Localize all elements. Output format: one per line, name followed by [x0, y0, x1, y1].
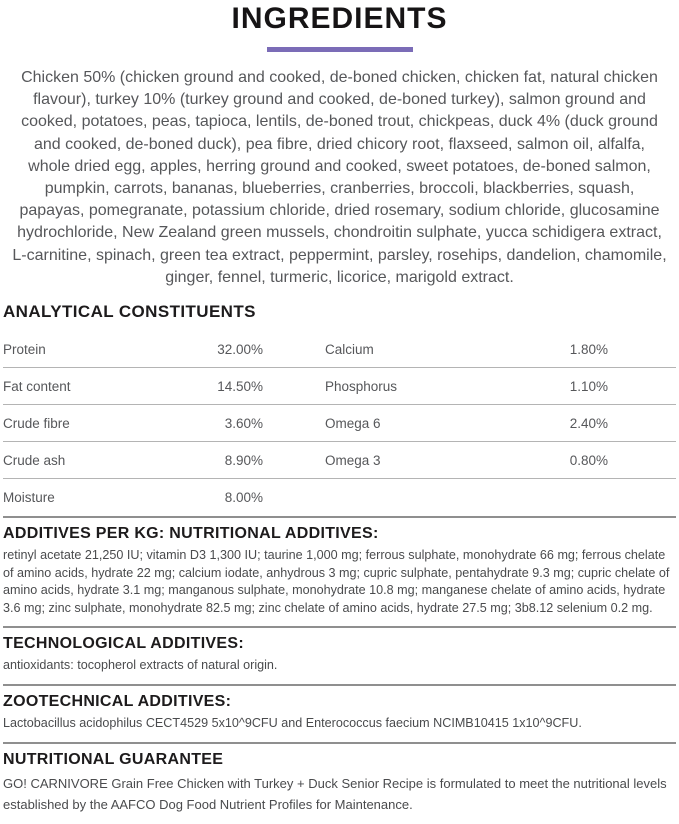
nutrient-value: 2.40%	[569, 415, 608, 431]
table-row	[3, 442, 676, 479]
section-body: antioxidants: tocopherol extracts of natural origin.	[3, 658, 278, 673]
title-underline	[267, 47, 413, 52]
nutrient-value: 1.80%	[569, 341, 608, 357]
nutrient-value: 14.50%	[217, 378, 263, 394]
nutrient-label: Moisture	[3, 490, 55, 506]
nutrient-value: 1.10%	[569, 378, 608, 394]
nutrient-value: 3.60%	[224, 415, 263, 431]
nutrient-value: 0.80%	[569, 452, 608, 468]
section-zootechnical-additives	[3, 684, 676, 742]
section-body: Lactobacillus acidophilus CECT4529 5x10^9CFU and Enterococcus faecium NCIMB10415 1x10^9CFU.	[3, 716, 582, 730]
nutrient-value: 8.90%	[224, 452, 263, 468]
nutrient-label: Calcium	[325, 341, 374, 357]
section-heading: TECHNOLOGICAL ADDITIVES:	[3, 635, 244, 653]
section-heading: ZOOTECHNICAL ADDITIVES:	[3, 693, 232, 710]
section-body: retinyl acetate 21,250 IU; vitamin D3 1,300 IU; taurine 1,000 mg; ferrous sulphate, monohydrate 66 mg; ferrous chelate of amino acids, hydrate 22 mg; calcium iodate, anhydrous 3 mg; cupric sulphate, pentahydrate 9.3 mg; cupric chelate of amino acids, hydrate 3.1 mg; manganous sulphate, monohydrate 10.8 mg; manganese chelate of amino acids, hydrate 3.6 mg; zinc sulphate, monohydrate 82.5 mg; zinc chelate of amino acids, hydrate 27.5 mg; 3b8.12 selenium 0.2 mg.	[3, 548, 670, 615]
analytical-constituents-table	[3, 331, 676, 516]
nutrient-label: Phosphorus	[325, 378, 398, 394]
nutrient-label: Crude ash	[3, 452, 66, 468]
nutrient-value: 32.00%	[217, 341, 263, 357]
section-nutritional-guarantee	[3, 742, 676, 824]
section-heading: ADDITIVES PER KG: NUTRITIONAL ADDITIVES:	[3, 525, 379, 543]
analytical-constituents-heading: ANALYTICAL CONSTITUENTS	[3, 302, 256, 322]
nutrient-label: Fat content	[3, 378, 71, 394]
nutrient-label: Omega 6	[325, 415, 381, 431]
section-heading: NUTRITIONAL GUARANTEE	[3, 750, 224, 768]
section-body: GO! CARNIVORE Grain Free Chicken with Turkey + Duck Senior Recipe is formulated to meet the nutritional levels established by the AAFCO Dog Food Nutrient Profiles for Maintenance.	[3, 775, 667, 812]
nutrient-label: Omega 3	[325, 452, 381, 468]
page-title: INGREDIENTS	[231, 2, 448, 35]
section-technological-additives	[3, 626, 676, 684]
nutrient-label: Crude fibre	[3, 415, 70, 431]
table-row	[3, 405, 676, 442]
section-nutritional-additives	[3, 516, 676, 626]
table-row	[3, 479, 676, 516]
ingredients-paragraph: Chicken 50% (chicken ground and cooked, de-boned chicken, chicken fat, natural chicken flavour), turkey 10% (turkey ground and cooked, de-boned turkey), salmon ground and cooked, potatoes, peas, tapioca, lentils, de-boned trout, chickpeas, duck 4% (duck ground and cooked, de-boned duck), pea fibre, dried chicory root, flaxseed, salmon oil, alfalfa, whole dried egg, apples, herring ground and cooked, sweet potatoes, de-boned salmon, pumpkin, carrots, bananas, blueberries, cranberries, broccoli, blackberries, squash, papayas, pomegranate, potassium chloride, dried rosemary, sodium chloride, glucosamine hydrochloride, New Zealand green mussels, chondroitin sulphate, yucca schidigera extract, L-carnitine, spinach, green tea extract, peppermint, parsley, rosehips, dandelion, chamomile, ginger, fennel, turmeric, licorice, marigold extract.	[12, 69, 667, 286]
table-row	[3, 368, 676, 405]
nutrient-value: 8.00%	[224, 490, 263, 506]
table-row	[3, 331, 676, 368]
nutrient-label: Protein	[3, 341, 46, 357]
